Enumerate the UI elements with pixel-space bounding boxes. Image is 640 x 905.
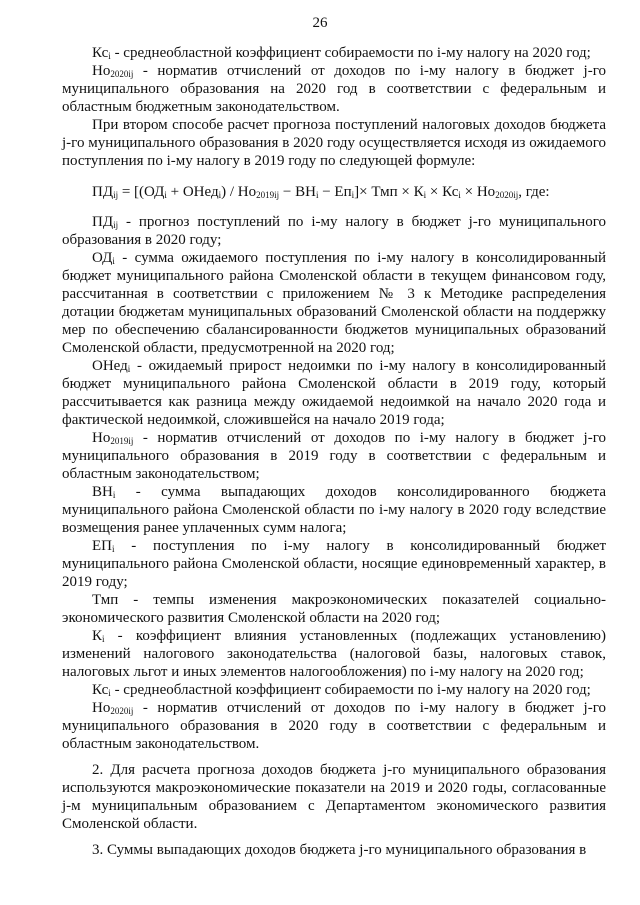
paragraph-od-definition: $ОД_i$ - сумма ожидаемого поступления по i-му налогу в консолидированный бюджет муниципального района Смоленской области в текущем финансовом году, рассчитанная в соответствии с приложением № 3 к Методике распределения дотации бюджетам муниципальных образований Смоленской области на поддержку мер по обеспечению сбалансированности бюджетов муниципальных образований Смоленской области, предусмотренной на 2020 год; xyxy=(62,250,606,356)
paragraph-ho2019-definition: $Но_{2019ij}$ - норматив отчислений от доходов по i-му налогу в бюджет j-го муниципального образования в 2019 году в соответствии с федеральным и областным законодательством; xyxy=(62,430,606,482)
paragraph-k-definition: $К_i$ - коэффициент влияния установленных (подлежащих установлению) изменений налогового законодательства (налоговой базы, налоговых ставок, налоговых льгот и иных элементов налогообложения) по i-му налогу на 2020 год; xyxy=(62,628,606,680)
paragraph-vn-definition: $ВН_i$ - сумма выпадающих доходов консолидированного бюджета муниципального района Смоленской области по i-му налогу в 2020 году вследствие возмещения ранее уплаченных сумм налога; xyxy=(62,484,606,536)
document-body xyxy=(62,44,606,859)
paragraph-second-method-intro: При втором способе расчет прогноза поступлений налоговых доходов бюджета j-го муниципального образования в 2020 году осуществляется исходя из ожидаемого поступления по i-му налогу в 2019 году по следующей формуле: xyxy=(62,117,606,169)
paragraph-pd-definition: $ПД_{ij}$ - прогноз поступлений по i-му налогу в бюджет j-го муниципального образования в 2020 году; xyxy=(62,214,606,248)
paragraph-tmp-definition: Тмп - темпы изменения макроэкономических показателей социально-экономического развития Смоленской области на 2020 год; xyxy=(62,592,606,626)
paragraph-kc-definition: $Кс_i$ - среднеобластной коэффициент собираемости по i-му налогу на 2020 год; xyxy=(92,45,591,61)
paragraph-item-2: 2. Для расчета прогноза доходов бюджета j-го муниципального образования используются макроэкономические показатели на 2019 и 2020 годы, согласованные j-м муниципальным образованием с Департаментом экономического развития Смоленской области. xyxy=(62,762,606,832)
formula: $ПД_{ij} = [(ОД_i$ + ОНед$_i$) / $Но_{2019ij} - ВН_i - Еп_i]\times$ Тмп × $К_i \times Кс_i \times Но_{2020ij}$, где: xyxy=(92,184,550,200)
paragraph-ep-definition: $ЕП_i$ - поступления по i-му налогу в консолидированный бюджет муниципального района Смоленской области, носящие единовременный характер, в 2019 году; xyxy=(62,538,606,590)
paragraph-oned-definition: ОНед$_i$ - ожидаемый прирост недоимки по i-му налогу в консолидированный бюджет муниципального района Смоленской области в 2019 году, который рассчитывается как разница между ожидаемой недоимкой на начало 2020 года и фактической недоимкой, сложившейся на начало 2019 года; xyxy=(62,358,606,428)
page-number: 26 xyxy=(312,15,328,31)
paragraph-kc-definition-2: $Кс_i$ - среднеобластной коэффициент собираемости по i-му налогу на 2020 год; xyxy=(92,682,591,698)
paragraph-ho2020-definition: $Но_{2020ij}$ - норматив отчислений от доходов по i-му налогу в бюджет j-го муниципального образования на 2020 год в соответствии с федеральным и областным бюджетным законодательством. xyxy=(62,63,606,115)
paragraph-ho2020-definition-2: $Но_{2020ij}$ - норматив отчислений от доходов по i-му налогу в бюджет j-го муниципального образования в 2020 году в соответствии с федеральным и областным законодательством. xyxy=(62,700,606,752)
paragraph-item-3: 3. Суммы выпадающих доходов бюджета j-го муниципального образования в xyxy=(92,842,587,858)
